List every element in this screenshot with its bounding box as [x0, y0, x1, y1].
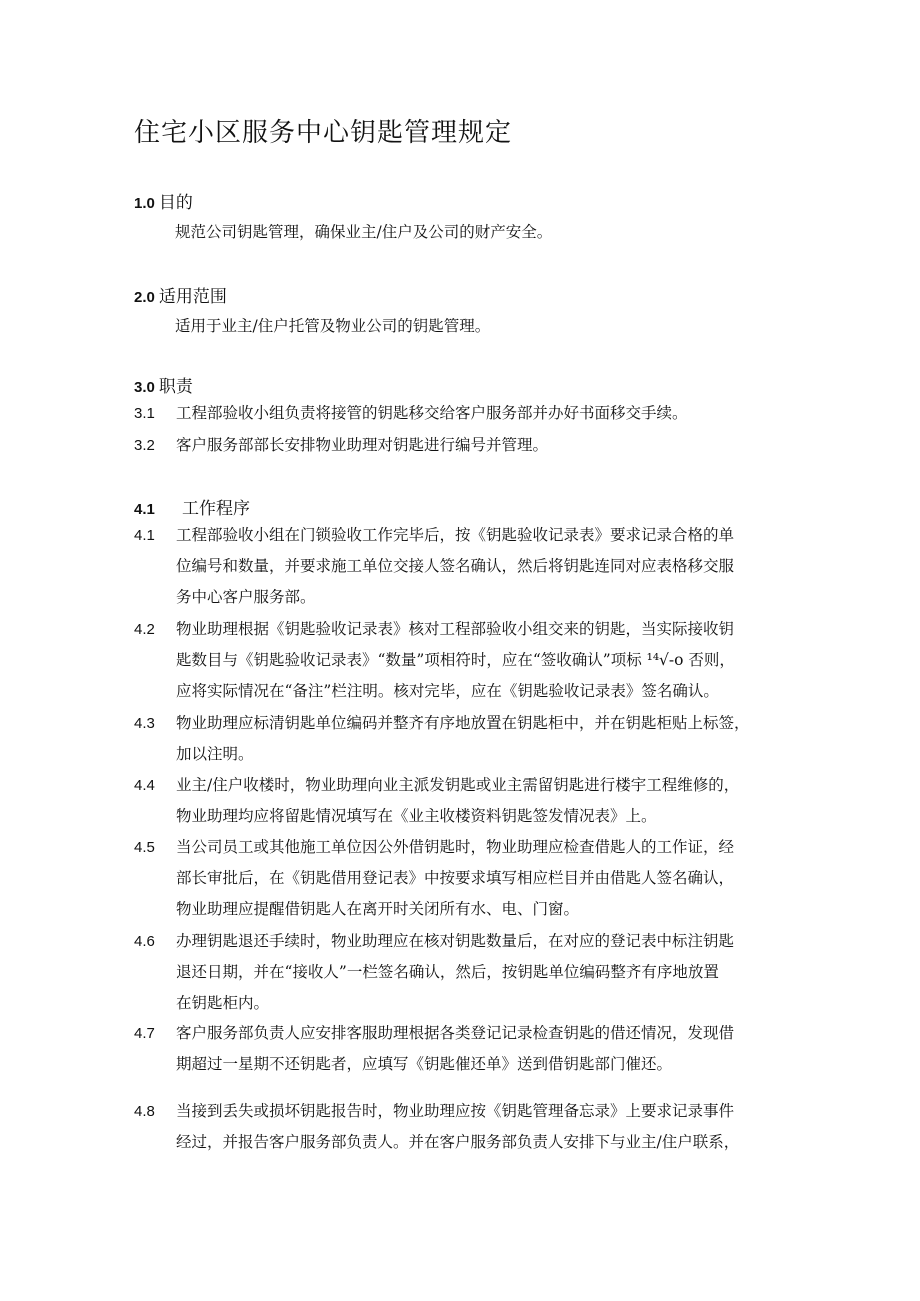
- item-text: [176, 614, 798, 707]
- item-text: [176, 1096, 798, 1158]
- section-title: 职责: [158, 377, 193, 397]
- item-number: 4.8: [134, 1103, 155, 1120]
- item-number: 4.5: [134, 839, 155, 856]
- section-title: 工作程序: [182, 499, 250, 519]
- section-heading-scope: [134, 282, 227, 307]
- item-line: 在钥匙柜内。: [176, 994, 270, 1012]
- item-line: 加以注明。: [176, 745, 254, 763]
- section-heading-purpose: [134, 188, 193, 213]
- item-line: 应将实际情况在“备注”栏注明。核对完毕，应在《钥匙验收记录表》签名确认。: [176, 682, 719, 700]
- item-number: 4.7: [134, 1025, 155, 1042]
- item-number: 4.2: [134, 621, 155, 638]
- item-number: 4.4: [134, 777, 155, 794]
- item-text: [176, 1018, 798, 1080]
- item-line: 办理钥匙退还手续时，物业助理应在核对钥匙数量后，在对应的登记表中标注钥匙: [176, 932, 735, 950]
- section-body-scope: 适用于业主/住户托管及物业公司的钥匙管理。: [175, 317, 491, 335]
- item-line: 客户服务部负责人应安排客服助理根据各类登记记录检查钥匙的借还情况，发现借: [176, 1024, 735, 1042]
- section-title: 适用范围: [158, 287, 227, 307]
- section-heading-procedure: [134, 494, 250, 519]
- item-line: 期超过一星期不还钥匙者，应填写《钥匙催还单》送到借钥匙部门催还。: [176, 1055, 673, 1073]
- item-text: [176, 832, 798, 925]
- section-number: 1.0: [134, 195, 155, 212]
- section-heading-responsibilities: [134, 372, 193, 397]
- item-line: 退还日期，并在“接收人”一栏签名确认，然后，按钥匙单位编码整齐有序地放置: [176, 963, 719, 981]
- item-line: 位编号和数量，并要求施工单位交接人签名确认，然后将钥匙连同对应表格移交服: [176, 557, 735, 575]
- item-line: 当公司员工或其他施工单位因公外借钥匙时，物业助理应检查借匙人的工作证，经: [176, 838, 735, 856]
- item-text: [176, 430, 798, 461]
- item-line: 部长审批后，在《钥匙借用登记表》中按要求填写相应栏目并由借匙人签名确认，: [176, 869, 735, 887]
- item-text: [176, 708, 798, 770]
- item-line: 物业助理应提醒借钥匙人在离开时关闭所有水、电、门窗。: [176, 900, 580, 918]
- item-line: 物业助理应标清钥匙单位编码并整齐有序地放置在钥匙柜中，并在钥匙柜贴上标签，: [176, 714, 750, 732]
- item-line: 物业助理根据《钥匙验收记录表》核对工程部验收小组交来的钥匙，当实际接收钥: [176, 620, 735, 638]
- item-line: 务中心客户服务部。: [176, 588, 316, 606]
- section-title: 目的: [158, 193, 193, 213]
- item-text: [176, 926, 798, 1019]
- item-line: 工程部验收小组负责将接管的钥匙移交给客户服务部并办好书面移交手续。: [176, 404, 688, 422]
- item-number: 3.1: [134, 405, 155, 422]
- item-number: 4.6: [134, 933, 155, 950]
- item-number: 3.2: [134, 437, 155, 454]
- item-line: 经过，并报告客户服务部负责人。并在客户服务部负责人安排下与业主/住户联系，: [176, 1133, 740, 1151]
- item-line: 客户服务部部长安排物业助理对钥匙进行编号并管理。: [176, 436, 549, 454]
- item-text: [176, 770, 798, 832]
- section-body-purpose: 规范公司钥匙管理，确保业主/住户及公司的财产安全。: [175, 223, 553, 241]
- document-title: 住宅小区服务中心钥匙管理规定: [134, 118, 513, 148]
- item-line: 当接到丢失或损坏钥匙报告时，物业助理应按《钥匙管理备忘录》上要求记录事件: [176, 1102, 735, 1120]
- item-text: [176, 520, 798, 613]
- item-text: [176, 398, 798, 429]
- item-line: 工程部验收小组在门锁验收工作完毕后，按《钥匙验收记录表》要求记录合格的单: [176, 526, 735, 544]
- item-line: 匙数目与《钥匙验收记录表》“数量”项相符时，应在“签收确认”项标 ¹⁴√-o 否则，: [176, 651, 735, 669]
- item-line: 物业助理均应将留匙情况填写在《业主收楼资料钥匙签发情况表》上。: [176, 807, 657, 825]
- item-number: 4.3: [134, 715, 155, 732]
- item-number: 4.1: [134, 527, 155, 544]
- item-line: 业主/住户收楼时，物业助理向业主派发钥匙或业主需留钥匙进行楼宇工程维修的，: [176, 776, 740, 794]
- section-number: 2.0: [134, 289, 155, 306]
- section-number: 4.1: [134, 501, 155, 518]
- section-number: 3.0: [134, 379, 155, 396]
